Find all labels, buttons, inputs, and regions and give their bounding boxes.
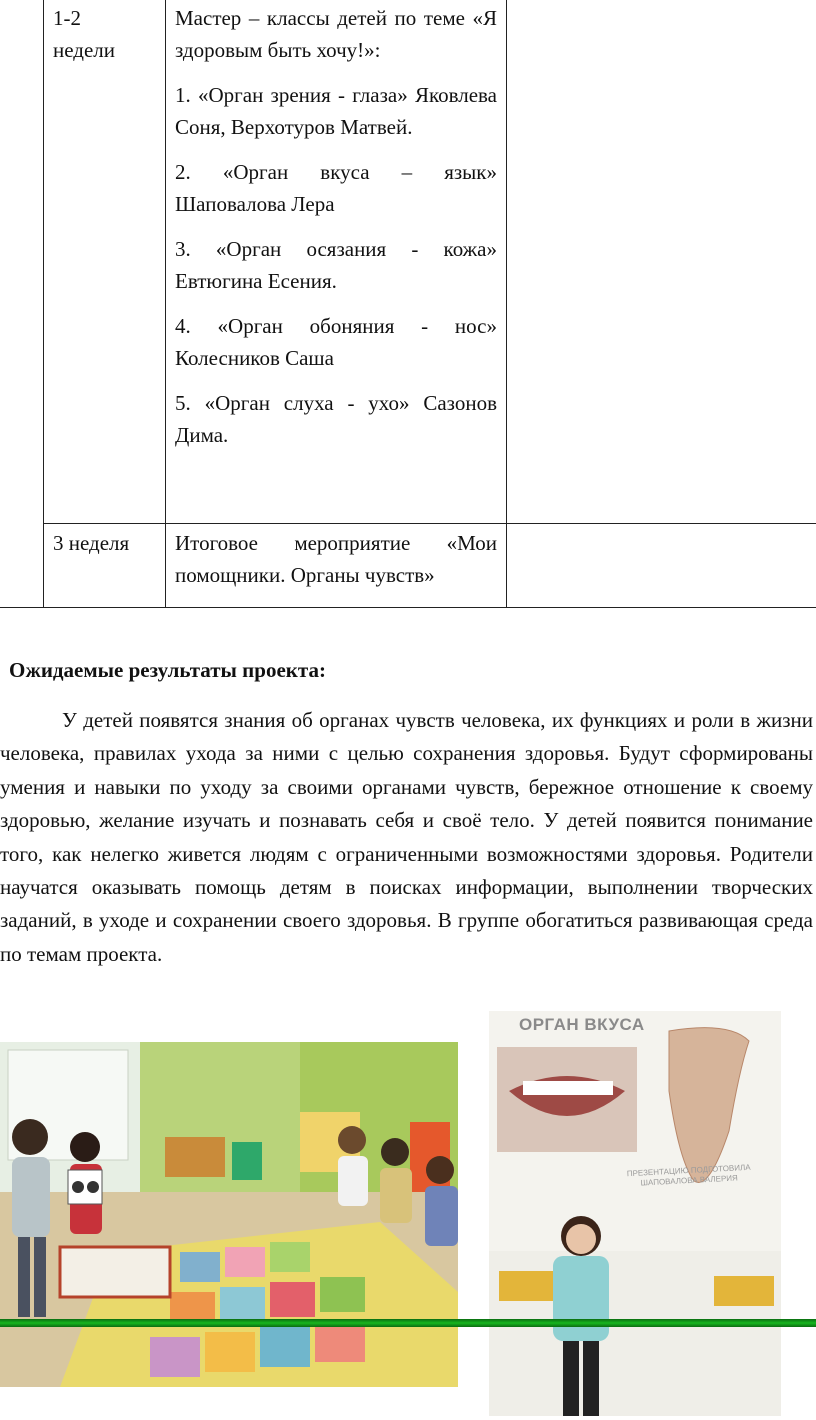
note-cell (507, 524, 816, 608)
table-row (0, 524, 816, 608)
classroom-illustration (0, 1042, 458, 1387)
week-cell: 3 неделя (44, 524, 166, 608)
week-cell (44, 0, 166, 524)
green-divider-line (0, 1319, 816, 1327)
slide-caption: ПРЕЗЕНТАЦИЮ ПОДГОТОВИЛА ШАПОВАЛОВА ВАЛЕРИЯ (626, 1162, 751, 1188)
activity-cell (166, 0, 507, 524)
slide-title: ОРГАН ВКУСА (519, 1015, 645, 1034)
list-item: 1. «Орган зрения - глаза» Яковлева Соня, Верхотуров Матвей. (175, 83, 497, 139)
plan-table (0, 0, 816, 608)
list-item: 2. «Орган вкуса – язык» Шаповалова Лера (175, 160, 497, 216)
slide-illustration (489, 1011, 781, 1416)
week-label: 1-2 недели (53, 6, 116, 62)
note-cell (507, 0, 816, 524)
list-item: 3. «Орган осязания - кожа» Евтюгина Есения. (175, 237, 497, 293)
presentation-photo (489, 1011, 781, 1416)
month-cell (0, 0, 44, 608)
table-row (0, 0, 816, 524)
classroom-photo (0, 1042, 458, 1387)
activity-cell (166, 524, 507, 608)
final-event: Итоговое мероприятие «Мои помощники. Органы чувств» (175, 531, 497, 587)
list-item: 4. «Орган обоняния - нос» Колесников Саша (175, 314, 497, 370)
results-paragraph: У детей появятся знания об органах чувств человека, их функциях и роли в жизни человека, правилах ухода за ними с целью сохранения здоровья. Будут сформированы умения и навыки по уходу за своими органами чувств, бережное отношение к своему здоровью, желание изучать и познавать себя и своё тело. У детей появится понимание того, как нелегко живется людям с ограниченными возможностями здоровья. Родители научатся оказывать помощь детям в поисках информации, выполнении творческих заданий, в уходе и сохранении своего здоровья. В группе обогатиться развивающая среда по темам проекта. (0, 708, 813, 966)
results-heading: Ожидаемые результаты проекта: (9, 658, 326, 682)
activity-intro: Мастер – классы детей по теме «Я здоровым быть хочу!»: (175, 6, 497, 62)
list-item: 5. «Орган слуха - ухо» Сазонов Дима. (175, 391, 497, 447)
